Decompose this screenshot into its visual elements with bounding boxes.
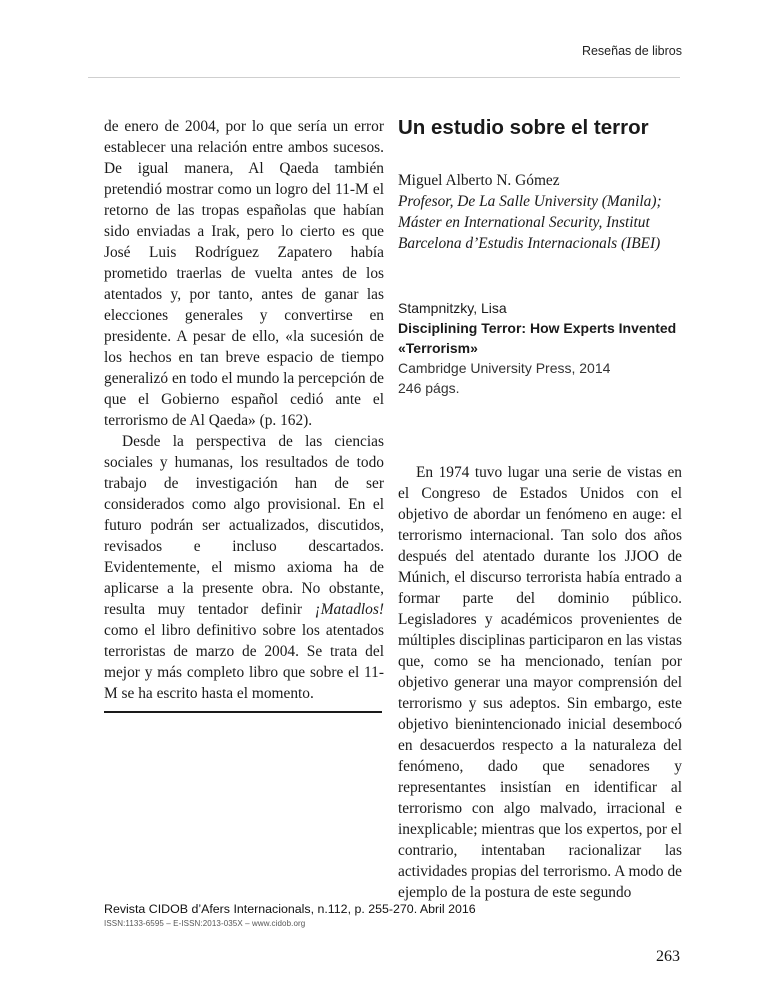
left-paragraph-1: de enero de 2004, por lo que sería un error establecer una relación entre ambos sucesos. De igual manera, Al Qaeda también pretendió mostrar como un logro del 11-M el retorno de las tropas españolas que habían sido enviadas a Irak, pero lo cierto es que José Luis Rodríguez Zapatero había prometido traerlas de vuelta antes de los atentados y, por tanto, antes de ganar las elecciones generales y convertirse en presidente. A pesar de ello, «la sucesión de los hechos en tan breve espacio de tiempo generalizó en todo el mundo la percepción de que el Gobierno español cedió ante el terrorismo de Al Qaeda» (p. 162). <box>104 118 384 429</box>
book-title-italic: ¡Matadlos! <box>314 601 384 618</box>
review-title: Un estudio sobre el terror <box>398 116 649 139</box>
footer-citation: Revista CIDOB d’Afers Internacionals, n.112, p. 255-270. Abril 2016 <box>104 902 476 916</box>
footer-issn: ISSN:1133-6595 – E-ISSN:2013-035X – www.cidob.org <box>104 919 306 928</box>
header-rule <box>88 77 680 78</box>
left-paragraph-2-start: Desde la perspectiva de las ciencias sociales y humanas, los resultados de todo trabajo de investigación han de ser considerados como algo provisional. En el futuro podrán ser actualizados, discutidos, revisados e incluso descartados. Evidentemente, el mismo axioma ha de aplicarse a la presente obra. No obstante, resulta muy tentador definir <box>104 433 384 618</box>
reviewer-block <box>398 170 682 254</box>
reviewer-affiliation: Profesor, De La Salle University (Manila); Máster en International Security, Institut Barcelona d’Estudis Internacionals (IBEI) <box>398 193 662 252</box>
review-paragraph-1: En 1974 tuvo lugar una serie de vistas en el Congreso de Estados Unidos con el objetivo de abordar un fenómeno en auge: el terrorismo internacional. Tan solo dos años después del atentado durante los JJOO de Múnich, el discurso terrorista había entrado a formar parte del dominio público. Legisladores y académicos provenientes de múltiples disciplinas participaron en las vistas que, como se ha mencionado, tenían por objetivo generar una mayor comprensión del terrorismo y sus adeptos. Sin embargo, este objetivo bienintencionado inicial desembocó en desacuerdos respecto a la naturaleza del fenómeno, dado que senadores y representantes insistían en identificar al terrorismo con algo malvado, irracional e inexplicable; mientras que los expertos, por el contrario, intentaban racionalizar las actividades propias del terrorismo. A modo de ejemplo de la postura de este segundo <box>398 464 682 901</box>
book-title: Disciplining Terror: How Experts Invented «Terrorism» <box>398 320 677 356</box>
running-head: Reseñas de libros <box>581 44 682 58</box>
review-body <box>398 462 682 903</box>
page-number: 263 <box>656 948 680 965</box>
book-pages: 246 págs. <box>398 380 460 396</box>
book-publisher: Cambridge University Press, 2014 <box>398 360 611 376</box>
left-paragraph-2-end: como el libro definitivo sobre los atentados terroristas de marzo de 2004. Se trata del mejor y más completo libro que sobre el 11-M se ha escrito hasta el momento. <box>104 622 384 702</box>
left-paragraph-2 <box>104 431 384 704</box>
reviewer-name: Miguel Alberto N. Gómez <box>398 172 560 189</box>
section-end-rule <box>104 711 382 713</box>
right-column <box>398 116 682 903</box>
left-column <box>104 116 384 704</box>
book-author: Stampnitzky, Lisa <box>398 300 507 316</box>
book-reference <box>398 298 682 398</box>
